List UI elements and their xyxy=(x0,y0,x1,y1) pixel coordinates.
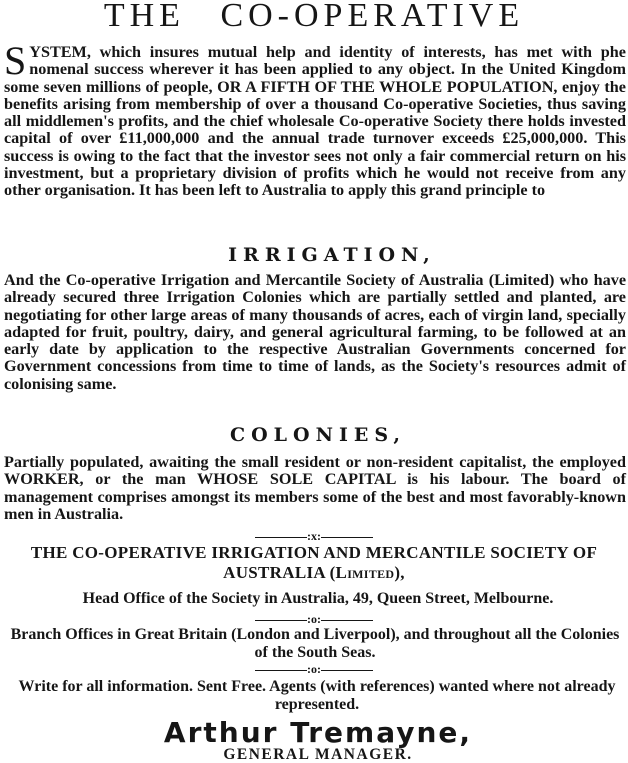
divider-rule-left xyxy=(255,670,307,672)
colonies-paragraph: Partially populated, awaiting the small resident or non-resident capitalist, the employed WORKER, or the man WHOSE SOLE CAPITAL is his labour. The board of management comprises amongst its members some of the best and most favorably-known men in Australia. xyxy=(4,453,626,523)
divider xyxy=(0,663,628,675)
branch-offices-line: Branch Offices in Great Britain (London and Liverpool), and throughout all the Colonies of the South Seas. xyxy=(10,626,620,661)
divider-rule-right xyxy=(321,670,373,672)
society-name xyxy=(2,543,626,583)
signature-title: GENERAL MANAGER. xyxy=(223,746,413,763)
divider-rule-left xyxy=(255,620,307,622)
intro-paragraph xyxy=(4,38,626,200)
headline: THE CO-OPERATIVE xyxy=(103,0,525,34)
divider xyxy=(0,613,628,625)
signature: Arthur Tremayne, xyxy=(163,716,473,749)
divider-mark: :o: xyxy=(307,612,321,626)
society-limited: (Limited), xyxy=(329,563,405,582)
divider-mark: :o: xyxy=(307,662,321,676)
society-name-text: THE CO-OPERATIVE IRRIGATION AND MERCANTILE SOCIETY OF AUSTRALIA xyxy=(30,543,598,582)
divider-rule-right xyxy=(321,620,373,622)
irrigation-heading: IRRIGATION, xyxy=(228,244,436,266)
divider-rule-left xyxy=(255,537,307,539)
intro-text: YSTEM, which insures mutual help and identity of interests, has met with phe nomenal success wherever it has been applied to any object. In the United Kingdom some seven millions of people, OR A FIFTH OF THE WHOLE POPULATION, enjoy the benefits arising from membership of over a thousand Co-operative Societies, thus saving all middlemen's profits, and the chief wholesale Co-operative Society there holds invested capital of over £11,000,000 and the annual trade turnover exceeds £25,000,000. This success is owing to the fact that the investor sees not only a fair commercial return on his investment, but a proprietary division of profits which he would not receive from any other organisation. It has been left to Australia to apply this grand principle to xyxy=(4,43,626,200)
write-for-info-line: Write for all information. Sent Free. Agents (with references) wanted where not already represented. xyxy=(18,678,616,713)
colonies-heading: COLONIES, xyxy=(230,424,406,446)
divider-mark: :x: xyxy=(307,529,321,543)
head-office-line: Head Office of the Society in Australia, 49, Queen Street, Melbourne. xyxy=(82,590,554,607)
divider-rule-right xyxy=(321,537,373,539)
drop-cap: S xyxy=(4,38,27,83)
divider xyxy=(0,530,628,542)
irrigation-paragraph: And the Co-operative Irrigation and Mercantile Society of Australia (Limited) who have already secured three Irrigation Colonies which are partially settled and planted, are negotiating for other large areas of many thousands of acres, each of virgin land, specially adapted for fruit, poultry, dairy, and general agricultural farming, to be followed at an early date by application to the respective Australian Governments concerned for Government concessions from time to time of lands, as the Society's resources admit of colonising same. xyxy=(4,271,626,393)
